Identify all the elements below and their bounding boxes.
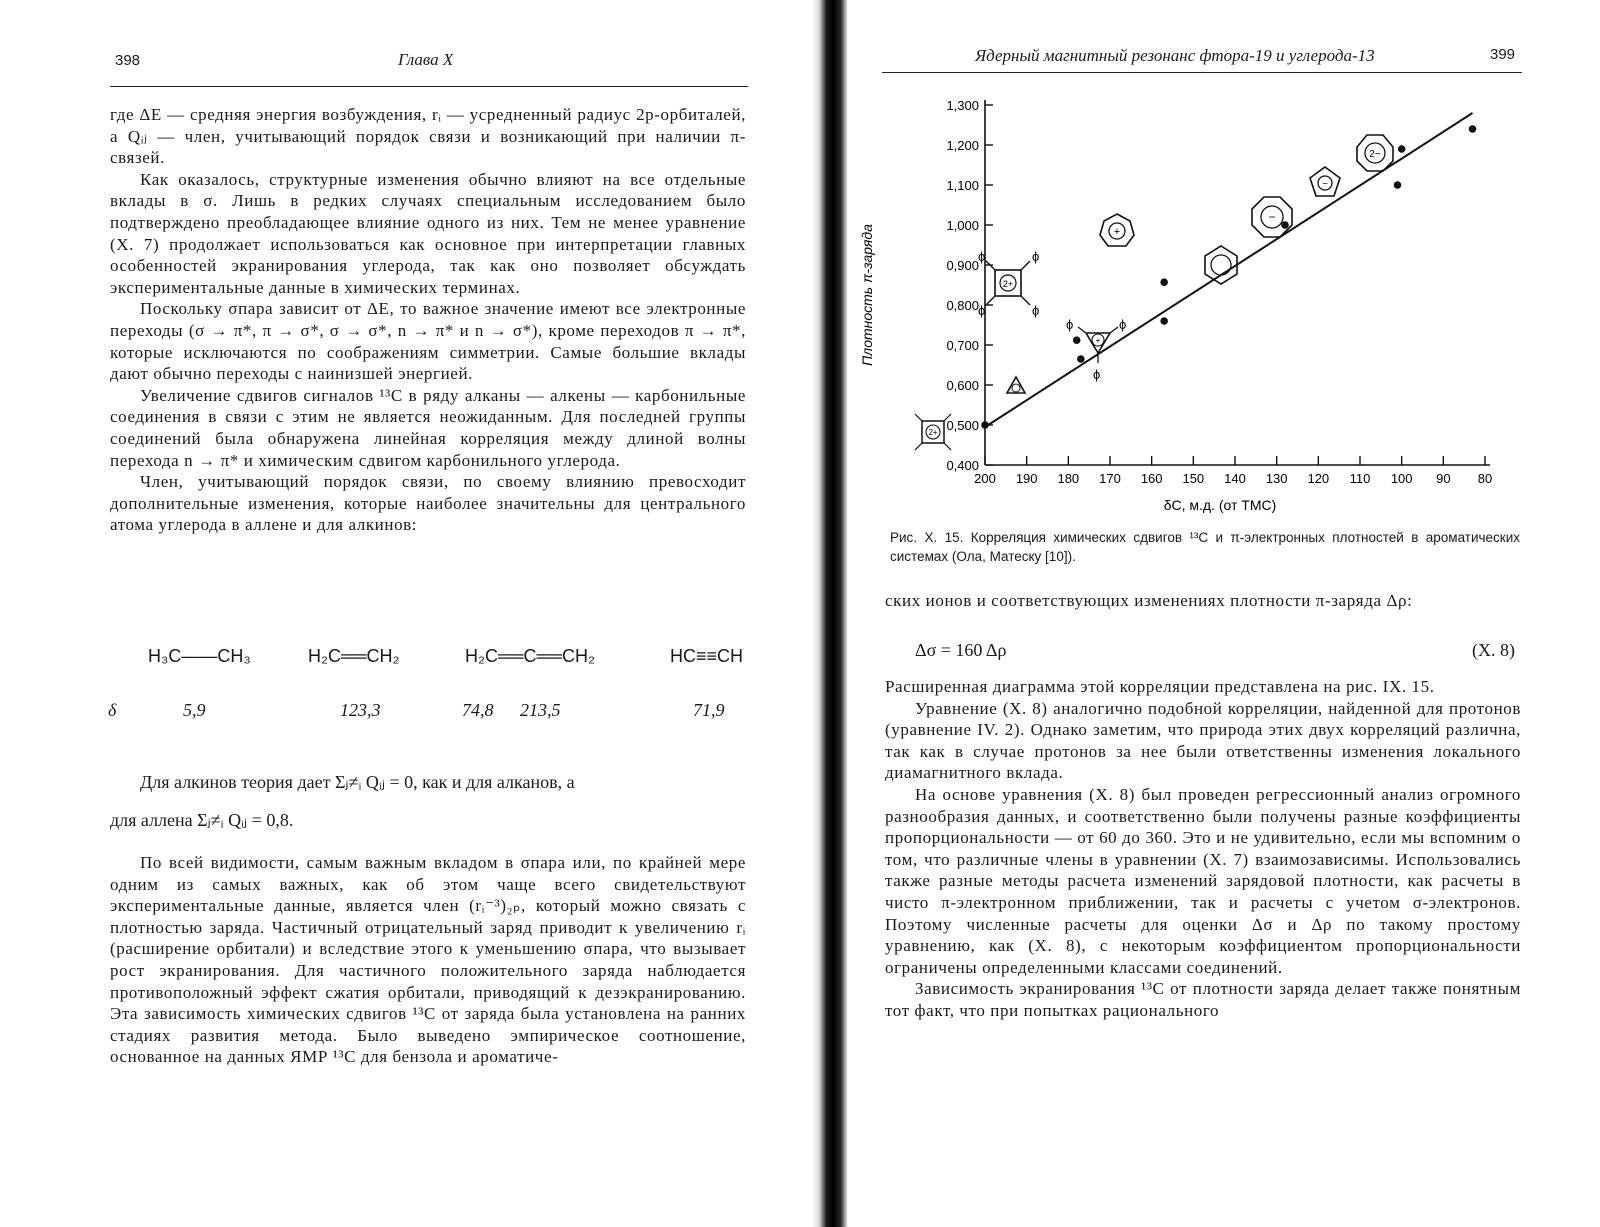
x-tick-label: 110 xyxy=(1349,471,1371,486)
data-point xyxy=(1398,145,1406,153)
equation-x8: Δσ = 160 Δρ xyxy=(915,640,1007,660)
y-tick-label: 1,200 xyxy=(946,138,979,153)
x-tick-label: 120 xyxy=(1307,471,1330,486)
data-point xyxy=(1469,125,1477,133)
shift-acetylene: 71,9 xyxy=(693,700,725,720)
right-body-top xyxy=(885,590,1521,612)
anion-ring-octagon-icon xyxy=(1252,197,1292,237)
allene-sum-line: для аллена Σⱼ≠ᵢ Qᵢⱼ = 0,8. xyxy=(110,810,294,830)
left-body-bottom xyxy=(110,852,746,1068)
x-tick-label: 150 xyxy=(1182,471,1205,486)
header-rule-right xyxy=(882,72,1522,73)
data-point xyxy=(1394,181,1402,189)
x-tick-label: 80 xyxy=(1477,471,1493,486)
svg-text:ϕ: ϕ xyxy=(1032,303,1040,318)
right-paragraph-1: ских ионов и соответствующих изменениях плотности π-заряда Δρ: xyxy=(885,591,1413,610)
x-tick-label: 100 xyxy=(1390,471,1413,486)
shift-ethylene: 123,3 xyxy=(340,700,381,720)
right-body-bottom xyxy=(885,676,1521,1022)
shift-ethane: 5,9 xyxy=(183,700,206,720)
y-tick-label: 1,000 xyxy=(946,218,979,233)
cation-ring-icon xyxy=(1100,214,1134,246)
x-tick-label: 160 xyxy=(1140,471,1163,486)
chart-axes xyxy=(985,100,1490,465)
y-tick-label: 0,600 xyxy=(946,378,979,393)
formula-acetylene: HC≡≡CH xyxy=(670,646,744,666)
header-rule-left xyxy=(110,86,748,87)
left-paragraph-6: По всей видимости, самым важным вкладом в σпара или, по крайней мере одним из самых важных, как об этом чаще всего свидетельствуют экспериментальные данные, является член (rᵢ⁻³)₂ₚ, который можно связать с плотностью заряда. Частичный отрицательный заряд приводит к увеличению rᵢ (расширение орбитали) и вследствие этого к уменьшению σпара, что вызывает рост экранирования. Для частичного положительного заряда наблюдается противоположный эффект сжатия орбитали, приводящий к дезэкранированию. Эта зависимость химических сдвигов ¹³C от заряда была установлена на ранних стадиях развития метода. Было выведено эмпирическое соотношение, основанное на данных ЯМР ¹³C для бензола и ароматиче- xyxy=(110,853,746,1067)
y-tick-label: 1,300 xyxy=(946,98,979,113)
fit-line-group xyxy=(985,113,1473,427)
x-tick-label: 170 xyxy=(1099,471,1121,486)
shift-row xyxy=(0,700,810,730)
figure-caption: Рис. X. 15. Корреляция химических сдвигов ¹³C и π-электронных плотностей в ароматических системах (Ола, Матеску [10]). xyxy=(890,530,1520,564)
svg-text:ϕ: ϕ xyxy=(1119,317,1127,332)
y-tick-label: 0,400 xyxy=(946,458,979,473)
cyclobutadiene-dication-icon xyxy=(978,249,1039,318)
right-paragraph-3: Уравнение (X. 8) аналогично подобной корреляции, найденной для протонов (уравнение IV. 2). Однако заметим, что природа этих двух корреляций различна, так как в случае протонов за нее были ответственны изменения локального диамагнитного вклада. xyxy=(885,698,1521,783)
benzene-ring-icon xyxy=(1205,246,1237,284)
regression-line xyxy=(985,113,1473,427)
alkyne-sum-line: Для алкинов теория дает Σⱼ≠ᵢ Qᵢⱼ = 0, как и для алканов, а xyxy=(140,772,575,792)
left-paragraph-5: Член, учитывающий порядок связи, по своему влиянию превосходит дополнительные изменения, которые наиболее значительны для центрального атома углерода в аллене и для алкинов: xyxy=(110,472,746,535)
x-axis-label: δC, м.д. (от ТМС) xyxy=(1163,497,1277,513)
x-tick-label: 180 xyxy=(1057,471,1080,486)
y-axis-label: Плотность π-заряда xyxy=(859,224,875,366)
x-tick-label: 200 xyxy=(974,471,996,486)
formula-ethane: H₃C——CH₃ xyxy=(148,646,251,666)
svg-text:2+: 2+ xyxy=(1002,279,1014,289)
left-paragraph-2: Как оказалось, структурные изменения обычно влияют на все отдельные вклады в σ. Лишь в редких случаях специальным исследованием было подтверждено преобладающее влияние одного из них. Тем не менее уравнение (X. 7) продолжает использоваться как основное при интерпретации главных особенностей экранирования углерода, так как оно позволяет обсуждать экспериментальные данные в химических терминах. xyxy=(110,169,746,297)
y-tick-label: 1,100 xyxy=(946,178,979,193)
right-paragraph-4: На основе уравнения (X. 8) был проведен регрессионный анализ огромного разнообразия данных, и соответственно были получены разные коэффициенты пропорциональности — от 60 до 360. Это и не удивительно, если мы вспомним о том, что различные члены в уравнении (X. 7) взаимозависимы. Использовались также разные методы расчета изменений зарядовой плотности, как расчеты в чисто π-электронном приближении, так и расчеты с учетом σ-электронов. Поэтому численные расчеты для оценки Δσ и Δρ по такому простому уравнению, как (X. 8), с некоторым коэффициентом пропорциональности ограничены определенными классами соединений. xyxy=(885,784,1521,977)
left-paragraph-4: Увеличение сдвигов сигналов ¹³C в ряду алканы — алкены — карбонильные соединения в связи с этим не является неожиданным. Для последней группы соединений была обнаружена линейная корреляция между длиной волны перехода n → π* и химическим сдвигом карбонильного углерода. xyxy=(110,385,746,470)
svg-text:ϕ: ϕ xyxy=(1066,317,1074,332)
right-paragraph-5: Зависимость экранирования ¹³C от плотности заряда делает также понятным тот факт, что при попытках рационального xyxy=(885,979,1521,1020)
x-tick-label: 190 xyxy=(1015,471,1038,486)
svg-text:ϕ: ϕ xyxy=(1093,367,1101,382)
data-points xyxy=(981,125,1476,429)
anion-ring-pentagon-icon xyxy=(1310,167,1340,196)
page-number-left: 398 xyxy=(115,52,141,69)
running-head-left: Глава X xyxy=(398,50,454,69)
formula-row xyxy=(0,646,810,676)
y-tick-label: 0,900 xyxy=(946,258,979,273)
data-point xyxy=(1160,278,1168,286)
running-head-right: Ядерный магнитный резонанс фтора-19 и углерода-13 xyxy=(975,46,1375,65)
svg-text:ϕ: ϕ xyxy=(978,303,986,318)
data-point xyxy=(1077,355,1085,363)
book-spine xyxy=(812,0,848,1227)
right-paragraph-2: Расширенная диаграмма этой корреляции представлена на рис. IX. 15. xyxy=(885,677,1435,696)
equation-number: (X. 8) xyxy=(1472,640,1515,660)
svg-text:−: − xyxy=(1322,179,1328,190)
left-body-top xyxy=(110,104,746,536)
x-tick-label: 90 xyxy=(1436,471,1451,486)
shift-allene-central: 213,5 xyxy=(520,700,561,720)
dianion-ring-icon xyxy=(1357,135,1393,171)
x-tick-label: 130 xyxy=(1265,471,1288,486)
svg-text:+: + xyxy=(1095,336,1101,345)
shift-allene-terminal: 74,8 xyxy=(462,700,494,720)
data-point xyxy=(981,421,989,429)
formula-ethylene: H₂C══CH₂ xyxy=(308,646,400,666)
page-number-right: 399 xyxy=(1490,46,1516,63)
formula-allene: H₂C══C══CH₂ xyxy=(465,646,595,666)
data-point xyxy=(1073,336,1081,344)
cyclopropenium-icon xyxy=(1066,317,1126,382)
triangle-cation-icon xyxy=(1007,377,1025,393)
delta-label: δ xyxy=(108,700,117,720)
svg-text:+: + xyxy=(1113,226,1121,238)
y-tick-label: 0,800 xyxy=(946,298,979,313)
y-tick-label: 0,500 xyxy=(946,418,979,433)
left-paragraph-1: где ΔE — средняя энергия возбуждения, rᵢ — усредненный радиус 2p-орбиталей, а Qᵢⱼ — член, учитывающий порядок связи и возникающий при наличии π-связей. xyxy=(110,105,746,168)
phenyl-label: ϕ xyxy=(978,249,986,264)
svg-text:ϕ: ϕ xyxy=(1032,249,1040,264)
ion-structures xyxy=(915,135,1393,450)
y-tick-label: 0,700 xyxy=(946,338,979,353)
svg-text:−: − xyxy=(1268,210,1276,224)
right-page xyxy=(850,0,1600,1227)
svg-text:2−: 2− xyxy=(1369,149,1381,160)
y-ticks xyxy=(946,98,993,473)
left-paragraph-3: Поскольку σпара зависит от ΔE, то важное значение имеют все электронные переходы (σ → π*, π → σ*, σ → σ*, n → π* и n → σ*), кроме переходов π → π*, которые исключаются по соображениям симметрии. Самые большие вклады дают обычно переходы с наинизшей энергией. xyxy=(110,299,746,384)
x-ticks xyxy=(974,456,1492,486)
data-point xyxy=(1160,317,1168,325)
dication-label: 2+ xyxy=(928,428,938,437)
x-tick-label: 140 xyxy=(1224,471,1246,486)
correlation-chart xyxy=(859,85,1530,525)
